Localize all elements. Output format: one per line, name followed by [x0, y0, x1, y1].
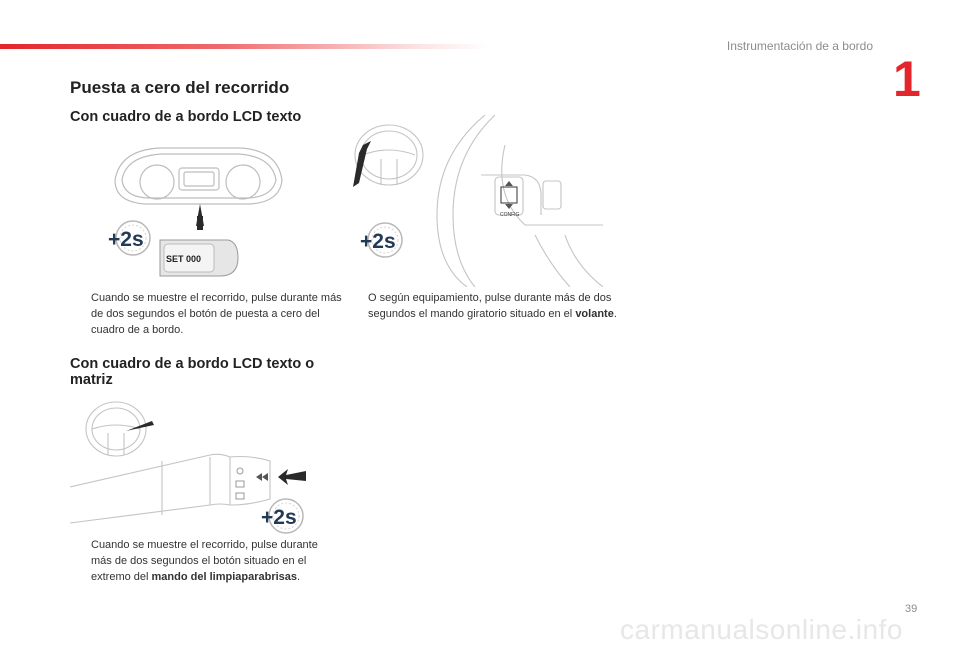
- chapter-number: 1: [893, 51, 921, 107]
- two-seconds-timer-icon: [360, 223, 402, 257]
- svg-text:+2s: +2s: [360, 230, 396, 253]
- running-header: Instrumentación de a bordo: [726, 39, 873, 53]
- svg-text:+2s: +2s: [108, 228, 144, 251]
- page-title: Puesta a cero del recorrido: [70, 78, 290, 97]
- two-seconds-timer-icon: [108, 221, 150, 255]
- steering-wheel-control-illustration: [345, 115, 603, 287]
- instruction-wiper-stalk: Cuando se muestre el recorrido, pulse durante más de dos segundos el botón situado en el extremo del mando del limpiaparabrisas.: [91, 539, 318, 583]
- page-number: 39: [905, 603, 918, 615]
- chapter-color-bar: [0, 44, 490, 49]
- instruction-lcd-text: Cuando se muestre el recorrido, pulse durante más de dos segundos el botón de puesta a cero del cuadro de a bordo.: [91, 292, 342, 336]
- watermark: carmanualsonline.info: [620, 614, 903, 645]
- section-heading-lcd-text: Con cuadro de a bordo LCD texto: [70, 109, 302, 125]
- section-heading-lcd-matrix: Con cuadro de a bordo LCD texto o matriz: [70, 356, 315, 388]
- wiper-stalk-illustration: [70, 395, 310, 535]
- set-button-label: SET 000: [166, 254, 202, 264]
- svg-text:+2s: +2s: [261, 506, 297, 529]
- instrument-panel-illustration: [100, 140, 290, 285]
- pointer-arrow-icon: [278, 469, 306, 485]
- two-seconds-timer-icon: [261, 499, 303, 533]
- config-label: CONFIG: [500, 212, 520, 218]
- instruction-steering-wheel: O según equipamiento, pulse durante más de dos segundos el mando giratorio situado en el volante.: [368, 292, 617, 320]
